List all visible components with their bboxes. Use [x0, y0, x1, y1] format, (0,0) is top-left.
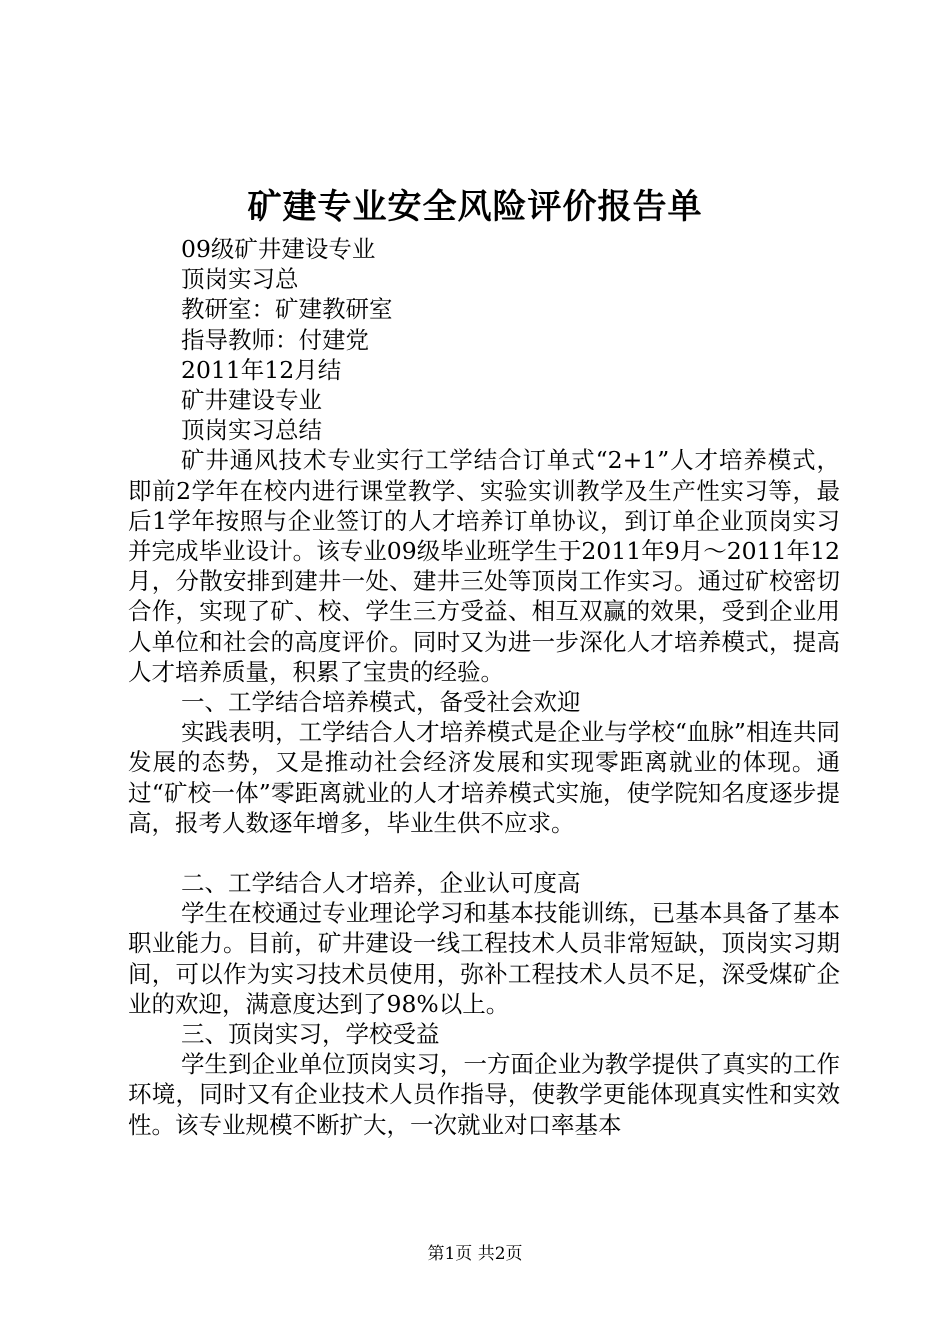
intro-paragraph: 矿井通风技术专业实行工学结合订单式“2+1”人才培养模式，即前2学年在校内进行课堂教学、实验实训教学及生产性实习等，最后1学年按照与企业签订的人才培养订单协议，到订单企业顶岗实习并完成毕业设计。该专业09级毕业班学生于2011年9月～2011年12月，分散安排到建井一处、建井三处等顶岗工作实习。通过矿校密切合作，实现了矿、校、学生三方受益、相互双赢的效果，受到企业用人单位和社会的高度评价。同时又为进一步深化人才培养模式，提高人才培养质量，积累了宝贵的经验。 — [128, 446, 840, 686]
section1-paragraph: 实践表明，工学结合人才培养模式是企业与学校“血脉”相连共同发展的态势，又是推动社会经济发展和实现零距离就业的体现。通过“矿校一体”零距离就业的人才培养模式实施，使学院知名度逐步提高，报考人数逐年增多，毕业生供不应求。 — [128, 718, 840, 837]
paragraph-gap — [128, 838, 840, 868]
document-title: 矿建专业安全风险评价报告单 — [247, 187, 703, 227]
section1-heading: 一、工学结合培养模式，备受社会欢迎 — [181, 687, 581, 716]
header-line-internship: 顶岗实习总 — [181, 265, 299, 294]
section3-paragraph: 学生到企业单位顶岗实习，一方面企业为教学提供了真实的工作环境，同时又有企业技术人员作指导，使教学更能体现真实性和实效性。该专业规模不断扩大，一次就业对口率基本 — [128, 1050, 840, 1139]
header-line-major: 矿井建设专业 — [181, 385, 322, 414]
document-body — [128, 234, 840, 1140]
header-line-teacher: 指导教师：付建党 — [181, 325, 369, 354]
page-number-footer: 第1页 共2页 — [427, 1244, 523, 1264]
header-line-summary: 顶岗实习总结 — [181, 416, 322, 445]
header-line-department: 教研室：矿建教研室 — [181, 295, 393, 324]
section2-paragraph: 学生在校通过专业理论学习和基本技能训练，已基本具备了基本职业能力。目前，矿井建设一线工程技术人员非常短缺，顶岗实习期间，可以作为实习技术员使用，弥补工程技术人员不足，深受煤矿企业的欢迎，满意度达到了98%以上。 — [128, 899, 840, 1018]
header-line-date: 2011年12月结 — [181, 355, 342, 384]
header-line-class: 09级矿井建设专业 — [181, 235, 376, 263]
section3-heading: 三、顶岗实习，学校受益 — [181, 1019, 440, 1048]
section2-heading: 二、工学结合人才培养，企业认可度高 — [181, 868, 581, 897]
